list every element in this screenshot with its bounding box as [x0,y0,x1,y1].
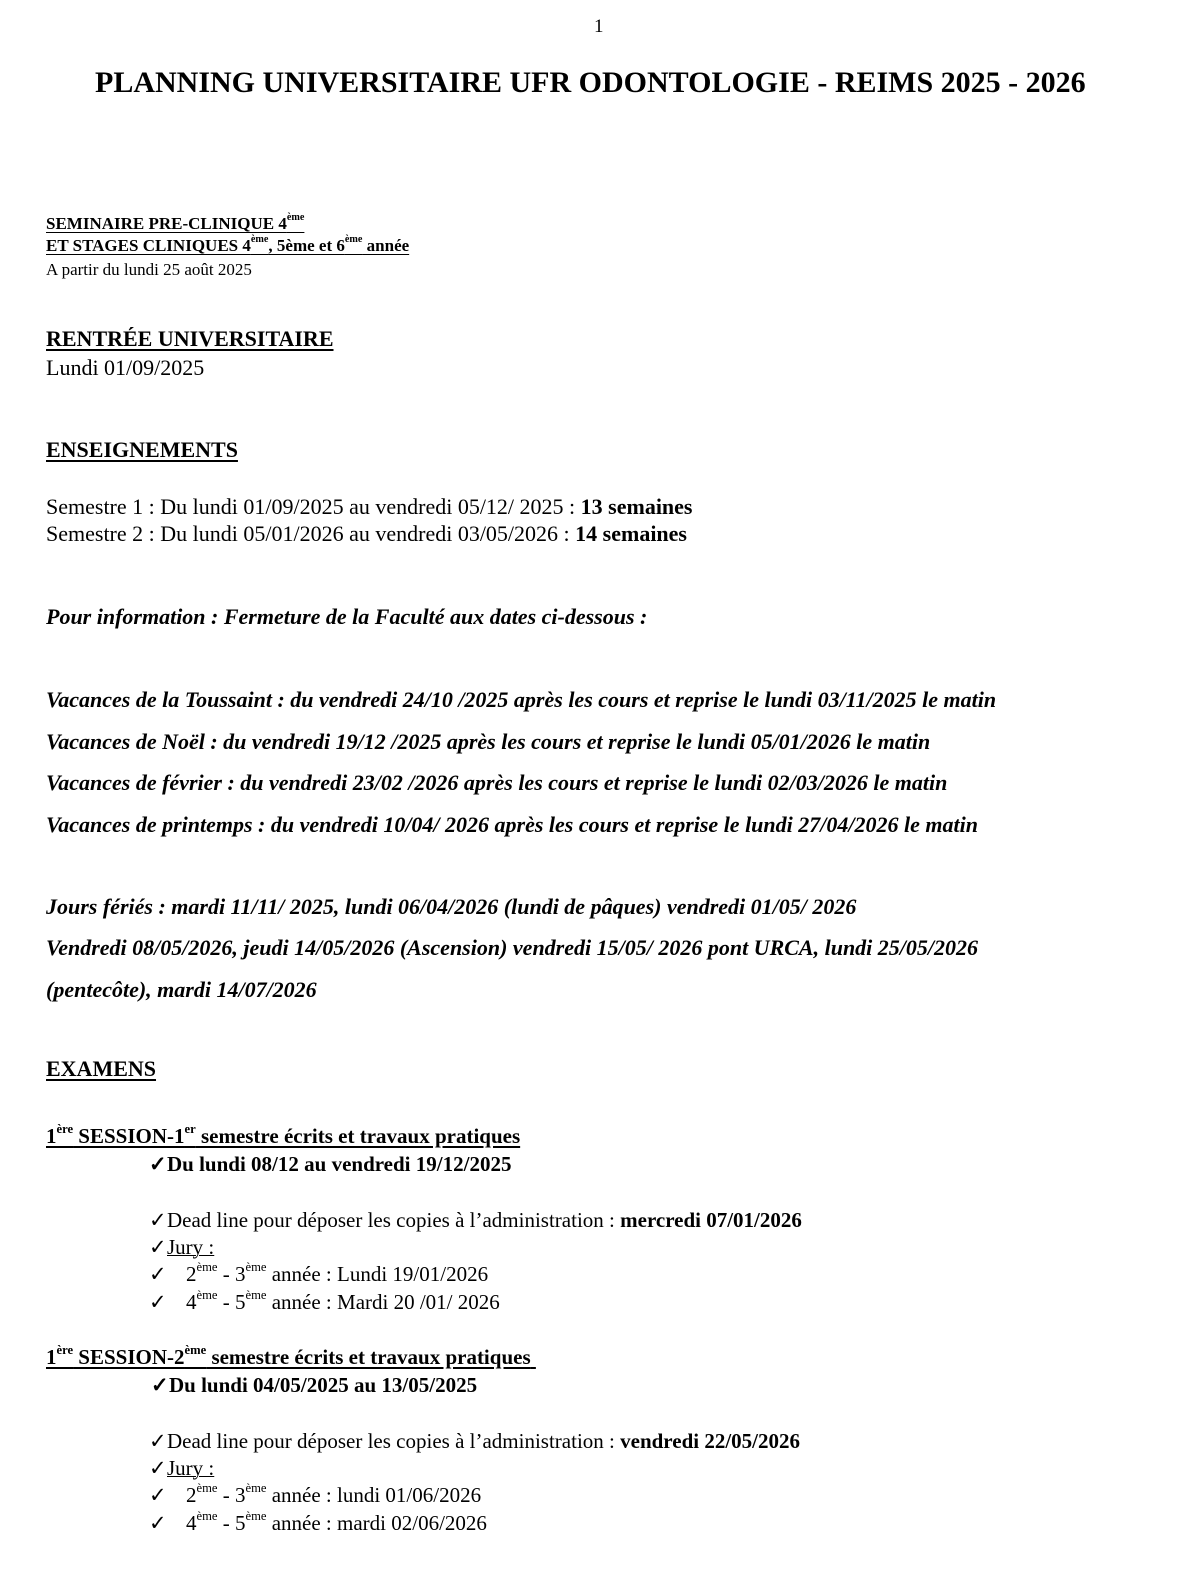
check-icon: ✓ [149,1152,167,1176]
check-icon: ✓ [151,1373,169,1397]
session1-deadline: ✓Dead line pour déposer les copies à l’administration : mercredi 07/01/2026 [149,1208,802,1232]
session1-jury-4-5: ✓ 4ème - 5ème année : Mardi 20 /01/ 2026 [149,1288,500,1314]
jours-feries-line1: Jours fériés : mardi 11/11/ 2025, lundi 06/04/2026 (lundi de pâques) vendredi 01/05/ 2026 [46,894,857,919]
jours-feries-line3: (pentecôte), mardi 14/07/2026 [46,977,317,1002]
check-icon: ✓ [149,1456,167,1480]
check-icon: ✓ [149,1290,167,1314]
enseignements-heading: ENSEIGNEMENTS [46,437,238,462]
examens-heading: EXAMENS [46,1056,157,1081]
session1-heading: 1ère SESSION-1er semestre écrits et travaux pratiques [46,1122,521,1148]
seminaire-date: A partir du lundi 25 août 2025 [46,260,252,279]
session1-period: ✓Du lundi 08/12 au vendredi 19/12/2025 [149,1152,512,1176]
vacances-printemps: Vacances de printemps : du vendredi 10/04/ 2026 après les cours et reprise le lundi 27/04/2026 le matin [46,812,978,837]
session1-jury: ✓Jury : [149,1235,215,1259]
seminaire-heading-line1: SEMINAIRE PRE-CLINIQUE 4ème [46,212,305,233]
check-icon: ✓ [149,1262,167,1286]
vacances-toussaint: Vacances de la Toussaint : du vendredi 24/10 /2025 après les cours et reprise le lundi 03/11/2025 le matin [46,687,997,712]
info-heading: Pour information : Fermeture de la Faculté aux dates ci-dessous : [46,604,648,629]
page-title: PLANNING UNIVERSITAIRE UFR ODONTOLOGIE - REIMS 2025 - 2026 [95,66,1086,99]
session2-jury-4-5: ✓ 4ème - 5ème année : mardi 02/06/2026 [149,1509,487,1535]
check-icon: ✓ [149,1429,167,1453]
session2-deadline: ✓Dead line pour déposer les copies à l’administration : vendredi 22/05/2026 [149,1429,800,1453]
page-number: 1 [594,16,604,37]
session2-period: ✓Du lundi 04/05/2025 au 13/05/2025 [151,1373,478,1397]
check-icon: ✓ [149,1511,167,1535]
check-icon: ✓ [149,1208,167,1232]
vacances-noel: Vacances de Noël : du vendredi 19/12 /2025 après les cours et reprise le lundi 05/01/2026 le matin [46,729,931,754]
semestre-2-line: Semestre 2 : Du lundi 05/01/2026 au vendredi 03/05/2026 : 14 semaines [46,521,687,546]
vacances-fevrier: Vacances de février : du vendredi 23/02 /2026 après les cours et reprise le lundi 02/03/2026 le matin [46,770,948,795]
rentree-date: Lundi 01/09/2025 [46,355,205,380]
session2-jury: ✓Jury : [149,1456,215,1480]
session1-jury-2-3: ✓ 2ème - 3ème année : Lundi 19/01/2026 [149,1260,489,1286]
semestre-1-line: Semestre 1 : Du lundi 01/09/2025 au vendredi 05/12/ 2025 : 13 semaines [46,494,693,519]
seminaire-heading-line2: ET STAGES CLINIQUES 4ème, 5ème et 6ème année [46,234,410,255]
session2-heading: 1ère SESSION-2ème semestre écrits et travaux pratiques [46,1343,531,1369]
session2-jury-2-3: ✓ 2ème - 3ème année : lundi 01/06/2026 [149,1481,482,1507]
jours-feries-line2: Vendredi 08/05/2026, jeudi 14/05/2026 (Ascension) vendredi 15/05/ 2026 pont URCA, lundi 25/05/2026 [46,935,979,960]
rentree-heading: RENTRÉE UNIVERSITAIRE [46,326,334,351]
check-icon: ✓ [149,1483,167,1507]
check-icon: ✓ [149,1235,167,1259]
